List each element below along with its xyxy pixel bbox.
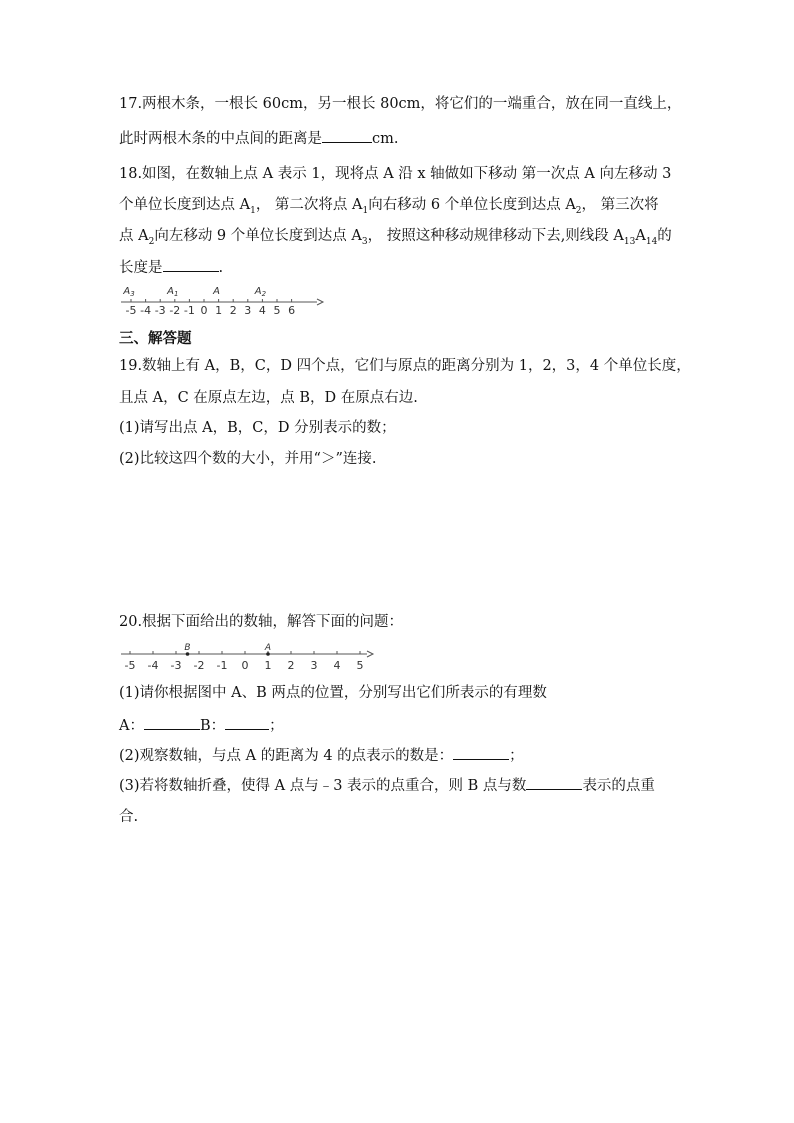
q17-line-2 (119, 128, 398, 149)
q20-answer-b-blank[interactable] (225, 715, 269, 730)
section-heading: 三、解答题 (119, 330, 192, 347)
axis-arrow (317, 299, 323, 305)
q18-sub: 3 (361, 236, 368, 247)
q18-sub: 1 (250, 205, 256, 216)
axis-tick-label: -5 (124, 659, 136, 672)
q20-line-4 (119, 745, 524, 766)
q18-sub: 1 (362, 205, 369, 216)
q18-line-2-b: ， 第二次将点 A (255, 197, 363, 213)
axis-tick-label: 0 (200, 304, 208, 317)
axis-tick-label: -1 (216, 659, 228, 672)
q18-sub: 14 (645, 236, 658, 247)
q20-answer-2-blank[interactable] (453, 745, 509, 760)
q18-line-3-d: A (635, 228, 646, 244)
q18-line-4 (119, 257, 223, 278)
q18-line-2 (119, 195, 659, 221)
q19-line-2: 且点 A，C 在原点左边，点 B，D 在原点右边. (119, 390, 418, 406)
q20-line-3-end: ； (269, 718, 284, 734)
q20-label-a: A： (119, 718, 144, 734)
q20-line-6: 合. (119, 809, 139, 825)
q20-line-5-end: 表示的点重 (582, 778, 655, 794)
q20-answer-a-blank[interactable] (144, 715, 200, 730)
q17-line-2-text: 此时两根木条的中点间的距离是 (119, 131, 322, 147)
q17-line-2-unit: cm. (372, 131, 399, 147)
q20-line-5 (119, 775, 655, 796)
q18-line-3-e: 的 (657, 228, 672, 244)
q19-line-4: (2)比较这四个数的大小，并用“＞”连接. (119, 451, 377, 467)
q18-sub: 13 (623, 236, 636, 247)
q20-line-3 (119, 715, 284, 736)
q18-line-3-b: 向左移动 9 个单位长度到达点 A (154, 228, 362, 244)
q18-line-2-c: 向右移动 6 个单位长度到达点 A (368, 197, 576, 213)
axis-point-label: $A_3$ (123, 286, 135, 298)
q18-sub: 2 (575, 205, 582, 216)
axis-tick-label: -1 (183, 304, 195, 317)
axis-point-label: $A_2$ (254, 286, 267, 298)
axis-tick-label: 6 (288, 304, 296, 317)
axis-tick-label: 1 (264, 659, 272, 672)
q17-answer-blank[interactable] (322, 128, 372, 143)
q20-number-line (119, 638, 379, 672)
axis-tick-label: 5 (273, 304, 281, 317)
axis-tick-label: 5 (356, 659, 364, 672)
axis-tick-label: -3 (154, 304, 166, 317)
q20-line-1: 20.根据下面给出的数轴，解答下面的问题： (119, 614, 404, 630)
axis-point-label: B (184, 643, 191, 653)
axis-point-label: A (264, 643, 272, 653)
axis-tick-label: -3 (170, 659, 182, 672)
q18-line-2-a: 个单位长度到达点 A (119, 197, 251, 213)
q18-answer-blank[interactable] (163, 257, 219, 272)
q20-line-5-text: (3)若将数轴折叠，使得 A 点与﹣3 表示的点重合，则 B 点与数 (119, 778, 527, 794)
axis-tick-label: 3 (310, 659, 318, 672)
q18-line-4-text: 长度是 (119, 260, 163, 276)
axis-arrow (367, 651, 373, 657)
axis-point-label: A (213, 286, 221, 297)
q20-line-4-end: ； (509, 748, 524, 764)
q18-number-line (119, 283, 329, 319)
q18-line-2-d: ， 第三次将 (581, 197, 659, 213)
q19-line-3: (1)请写出点 A，B，C，D 分别表示的数； (119, 420, 396, 436)
axis-tick-label: 2 (229, 304, 237, 317)
q18-line-3-a: 点 A (119, 228, 149, 244)
q20-line-4-text: (2)观察数轴，与点 A 的距离为 4 的点表示的数是： (119, 748, 454, 764)
q20-line-2: (1)请你根据图中 A、B 两点的位置，分别写出它们所表示的有理数 (119, 685, 547, 701)
axis-tick-label: -4 (140, 304, 152, 317)
q18-line-3 (119, 226, 672, 252)
q18-line-4-end: . (218, 260, 224, 276)
axis-tick-label: 4 (258, 304, 266, 317)
q18-line-1: 18.如图，在数轴上点 A 表示 1，现将点 A 沿 x 轴做如下移动 第一次点 A 向左移动 3 (119, 166, 672, 182)
q18-sub: 2 (148, 236, 155, 247)
q17-line-1: 17.两根木条，一根长 60cm，另一根长 80cm，将它们的一端重合，放在同一直线上， (119, 96, 682, 112)
axis-tick-label: 0 (241, 659, 249, 672)
q18-line-3-c: ， 按照这种移动规律移动下去,则线段 A (367, 228, 624, 244)
axis-tick-label: -5 (125, 304, 137, 317)
axis-tick-label: 3 (244, 304, 252, 317)
axis-tick-label: 2 (287, 659, 295, 672)
axis-point-label: $A_1$ (167, 286, 179, 298)
axis-tick-label: -4 (147, 659, 159, 672)
axis-tick-label: -2 (169, 304, 181, 317)
axis-tick-label: 4 (333, 659, 341, 672)
q20-answer-3-blank[interactable] (526, 775, 582, 790)
axis-tick-label: 1 (215, 304, 223, 317)
q19-line-1: 19.数轴上有 A，B，C，D 四个点，它们与原点的距离分别为 1，2，3，4 个单位长度， (119, 358, 691, 374)
q20-label-b: B： (199, 718, 226, 734)
axis-tick-label: -2 (193, 659, 205, 672)
